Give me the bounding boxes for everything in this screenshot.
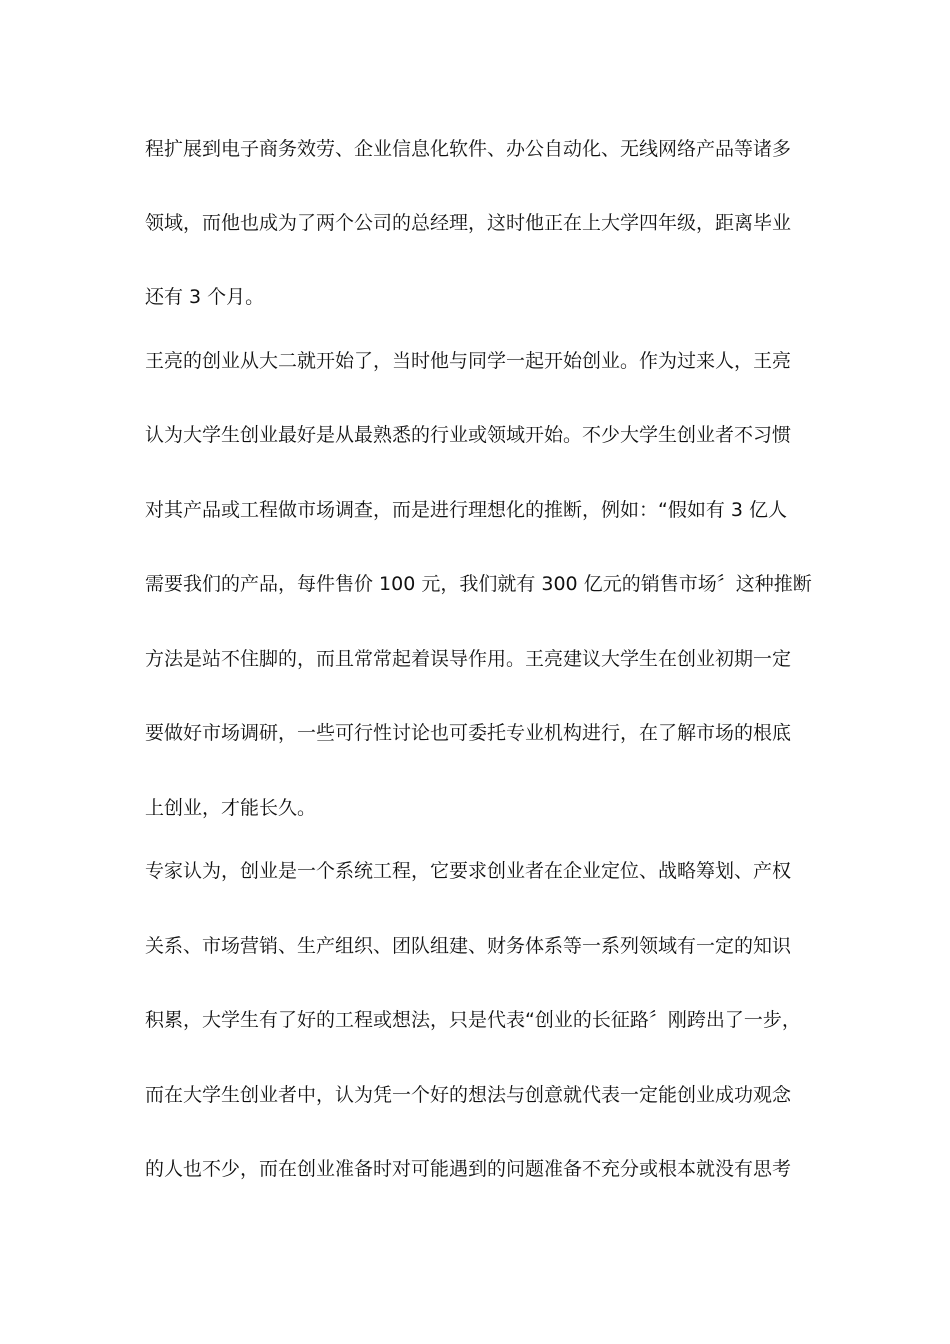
text-line-10: 上创业，才能长久。 [145, 797, 317, 819]
text-line-6: 对其产品或工程做市场调查，而是进行理想化的推断，例如：“假如有 3 亿人 [145, 499, 788, 521]
text-line-8: 方法是站不住脚的，而且常常起着误导作用。王亮建议大学生在创业初期一定 [145, 648, 792, 670]
text-line-15: 的人也不少，而在创业准备时对可能遇到的问题准备不充分或根本就没有思考 [145, 1158, 792, 1180]
text-line-11: 专家认为，创业是一个系统工程，它要求创业者在企业定位、战略筹划、产权 [145, 860, 792, 882]
text-line-2: 领域，而他也成为了两个公司的总经理，这时他正在上大学四年级，距离毕业 [145, 212, 792, 234]
text-line-4: 王亮的创业从大二就开始了，当时他与同学一起开始创业。作为过来人，王亮 [145, 350, 792, 372]
text-line-3: 还有 3 个月。 [145, 286, 265, 308]
text-line-14: 而在大学生创业者中，认为凭一个好的想法与创意就代表一定能创业成功观念 [145, 1084, 792, 1106]
text-line-5: 认为大学生创业最好是从最熟悉的行业或领域开始。不少大学生创业者不习惯 [145, 424, 792, 446]
text-line-7: 需要我们的产品，每件售价 100 元，我们就有 300 亿元的销售市场〞这种推断 [145, 573, 812, 595]
text-line-1: 程扩展到电子商务效劳、企业信息化软件、办公自动化、无线网络产品等诸多 [145, 138, 792, 160]
text-line-12: 关系、市场营销、生产组织、团队组建、财务体系等一系列领域有一定的知识 [145, 935, 792, 957]
text-line-13: 积累，大学生有了好的工程或想法，只是代表“创业的长征路〞刚跨出了一步， [145, 1009, 801, 1031]
text-line-9: 要做好市场调研，一些可行性讨论也可委托专业机构进行，在了解市场的根底 [145, 722, 792, 744]
